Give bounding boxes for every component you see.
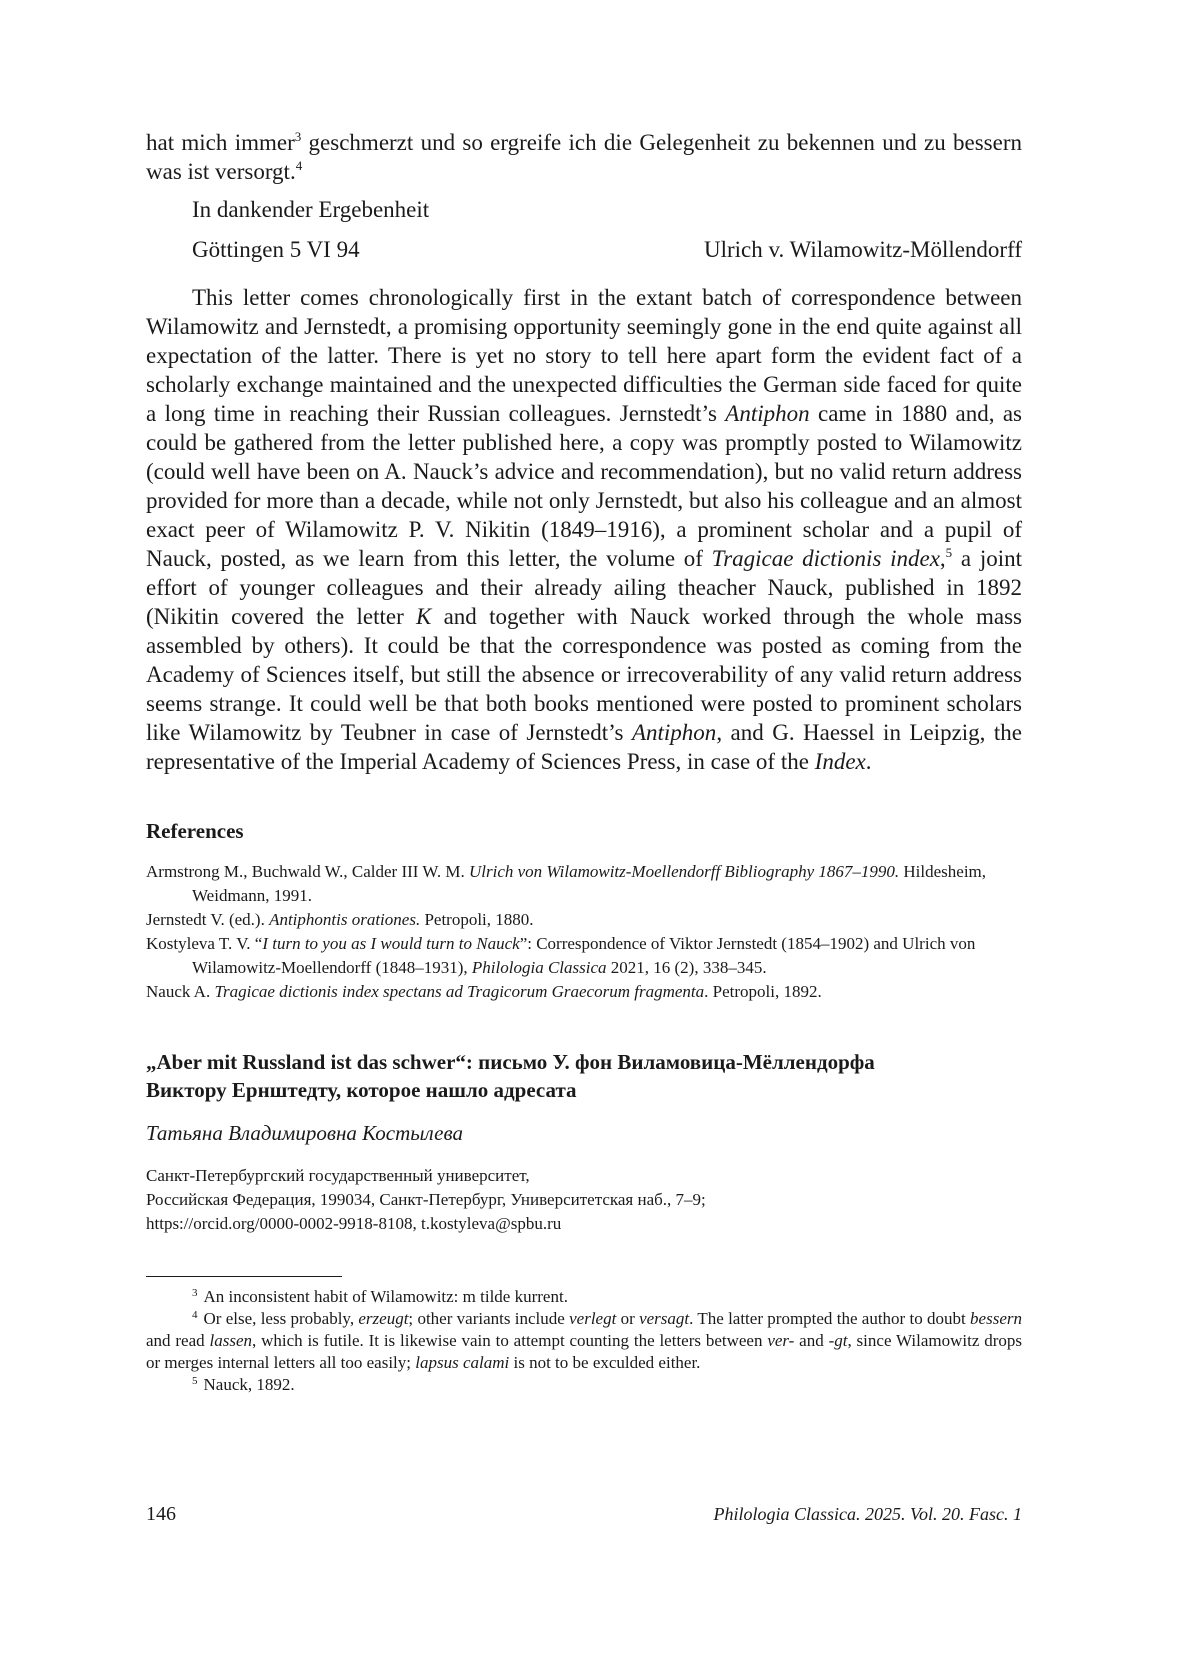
italic-term: Index: [814, 749, 866, 774]
page-content: [146, 128, 1022, 1396]
russian-title: [146, 1048, 1022, 1104]
body-text: .: [865, 749, 872, 774]
italic-term: lapsus calami: [415, 1353, 510, 1372]
body-text: , and G. Haessel in Leipzig, the representative of the Imperial Academy of Sciences Press, in case of the: [146, 720, 1022, 774]
ref-title: Ulrich von Wilamowitz-Moellendorff Bibliography 1867–1990.: [468, 862, 900, 881]
ref-text: Jernstedt V. (ed.).: [146, 910, 270, 929]
footnote-text: , which is futile. It is likewise vain to attempt counting the letters between: [251, 1331, 768, 1350]
ref-text: Petropoli, 1880.: [420, 910, 534, 929]
ref-text: ”: Correspondence of Viktor Jernstedt (1854–1902) and Ulrich von Wilamowitz-Moellendorff (1848–1931),: [192, 934, 976, 977]
italic-term: Tragicae dictionis index: [711, 546, 940, 571]
body-paragraph: [146, 283, 1022, 776]
ref-journal: Philologia Classica: [471, 958, 607, 977]
footnote-text: and: [794, 1331, 829, 1350]
footnote-text: . The latter prompted the author to doubt: [689, 1309, 971, 1328]
affiliation-contact[interactable]: https://orcid.org/0000-0002-9918-8108, t.kostyleva@spbu.ru: [146, 1214, 562, 1233]
footnote-text: Or else, less probably,: [203, 1309, 359, 1328]
ref-text: Armstrong M., Buchwald W., Calder III W. M.: [146, 862, 469, 881]
russian-author: Татьяна Владимировна Костылева: [146, 1121, 463, 1145]
italic-term: -gt: [828, 1331, 848, 1350]
body-text: ,: [939, 546, 946, 571]
italic-term: ver-: [767, 1331, 795, 1350]
footnote-text: ; other variants include: [408, 1309, 570, 1328]
affiliation-line: Российская Федерация, 199034, Санкт-Петербург, Университетская наб., 7–9;: [146, 1190, 706, 1209]
body-text: a joint effort of younger colleagues and their already ailing theacher Nauck, published in 1892 (Nikitin covered the letter: [146, 546, 1022, 629]
footnote-4: [146, 1308, 1022, 1374]
footnotes: [146, 1286, 1022, 1396]
italic-term: Antiphon: [725, 401, 810, 426]
letter-closing: In dankender Ergebenheit: [192, 197, 430, 222]
page-footer: [146, 1503, 1022, 1526]
letter-text-part: hat mich immer: [146, 130, 295, 155]
affiliation-line: Санкт-Петербургский государственный университет,: [146, 1166, 530, 1185]
ref-title: Tragicae dictionis index spectans ad Tragicorum Graecorum fragmenta: [214, 982, 705, 1001]
body-text: came in 1880 and, as could be gathered from the letter published here, a copy was promptly posted to Wilamowitz (could well have been on A. Nauck’s advice and recommendation), but no valid return address provided for more than a decade, while not only Jernstedt, but also his colleague and an almost exact peer of Wilamowitz P. V. Nikitin (1849–1916), a prominent scholar and a pupil of Nauck, posted, as we learn from this letter, the volume of: [146, 401, 1022, 571]
references-heading: References: [146, 819, 244, 843]
italic-term: versagt: [639, 1309, 690, 1328]
letter-text-part: geschmerzt und so ergreife ich die Gelegenheit zu bekennen und zu bessern was ist versorgt.: [146, 130, 1022, 184]
footnote-text: is not to be exculded either.: [509, 1353, 701, 1372]
ref-text: . Petropoli, 1892.: [704, 982, 822, 1001]
reference-item: [146, 932, 1022, 980]
footnote-text: Nauck, 1892.: [203, 1375, 295, 1394]
references-list: [146, 860, 1022, 1004]
letter-text: [146, 128, 1022, 186]
italic-term: erzeugt: [358, 1309, 409, 1328]
place-date: Göttingen 5 VI 94: [192, 237, 360, 262]
italic-term: bessern: [970, 1309, 1022, 1328]
italic-term: Antiphon: [631, 720, 717, 745]
page-number: 146: [146, 1503, 176, 1525]
footnote-text: An inconsistent habit of Wilamowitz: m tilde kurrent.: [203, 1287, 568, 1306]
signature-line: [192, 235, 1022, 264]
footnote-text: or: [616, 1309, 640, 1328]
body-text: This letter comes chronologically first in the extant batch of correspondence between Wilamowitz and Jernstedt, a promising opportunity seemingly gone in the end quite against all expectation of the latter. There is yet no story to tell here apart form the evident fact of a scholarly exchange maintained and the unexpected difficulties the German side faced for quite a long time in reaching their Russian colleagues. Jernstedt’s: [146, 285, 1022, 426]
ref-text: Nauck A.: [146, 982, 215, 1001]
reference-item: [146, 908, 1022, 932]
ref-text: Hildesheim, Weidmann, 1991.: [192, 862, 987, 905]
footnote-ref-3[interactable]: 3: [294, 129, 302, 144]
footnote-divider: [146, 1276, 342, 1277]
russian-title-line: Виктору Ернштедту, которое нашло адресата: [146, 1078, 577, 1102]
reference-item: [146, 980, 1022, 1004]
affiliation: [146, 1164, 1022, 1236]
footnote-number: 5: [192, 1375, 198, 1387]
journal-citation: Philologia Classica. 2025. Vol. 20. Fasc. 1: [713, 1504, 1022, 1524]
signature: Ulrich v. Wilamowitz-Möllendorff: [703, 237, 1022, 262]
russian-title-line: „Aber mit Russland ist das schwer“: письмо У. фон Виламовица-Мёллендорфа: [146, 1050, 875, 1074]
footnote-5: [146, 1374, 1022, 1396]
italic-term: lassen: [209, 1331, 252, 1350]
footnote-number: 4: [192, 1309, 198, 1321]
italic-term: K: [416, 604, 432, 629]
italic-term: verlegt: [569, 1309, 617, 1328]
body-text: and together with Nauck worked through the whole mass assembled by others). It could be that the correspondence was posted as coming from the Academy of Sciences itself, but still the absence or irrecoverability of any valid return address seems strange. It could well be that both books mentioned were posted to prominent scholars like Wilamowitz by Teubner in case of Jernstedt’s: [146, 604, 1022, 745]
footnote-ref-5[interactable]: 5: [945, 545, 953, 560]
reference-item: [146, 860, 1022, 908]
ref-title: I turn to you as I would turn to Nauck: [262, 934, 520, 953]
footnote-number: 3: [192, 1287, 198, 1299]
footnote-text: and read: [146, 1331, 210, 1350]
ref-text: Kostyleva T. V. “: [146, 934, 263, 953]
ref-text: 2021, 16 (2), 338–345.: [606, 958, 767, 977]
footnote-3: [146, 1286, 1022, 1308]
footnote-text: , since Wilamowitz drops or merges internal letters all too easily;: [146, 1331, 1022, 1372]
ref-title: Antiphontis orationes.: [269, 910, 421, 929]
footnote-ref-4[interactable]: 4: [295, 158, 303, 173]
